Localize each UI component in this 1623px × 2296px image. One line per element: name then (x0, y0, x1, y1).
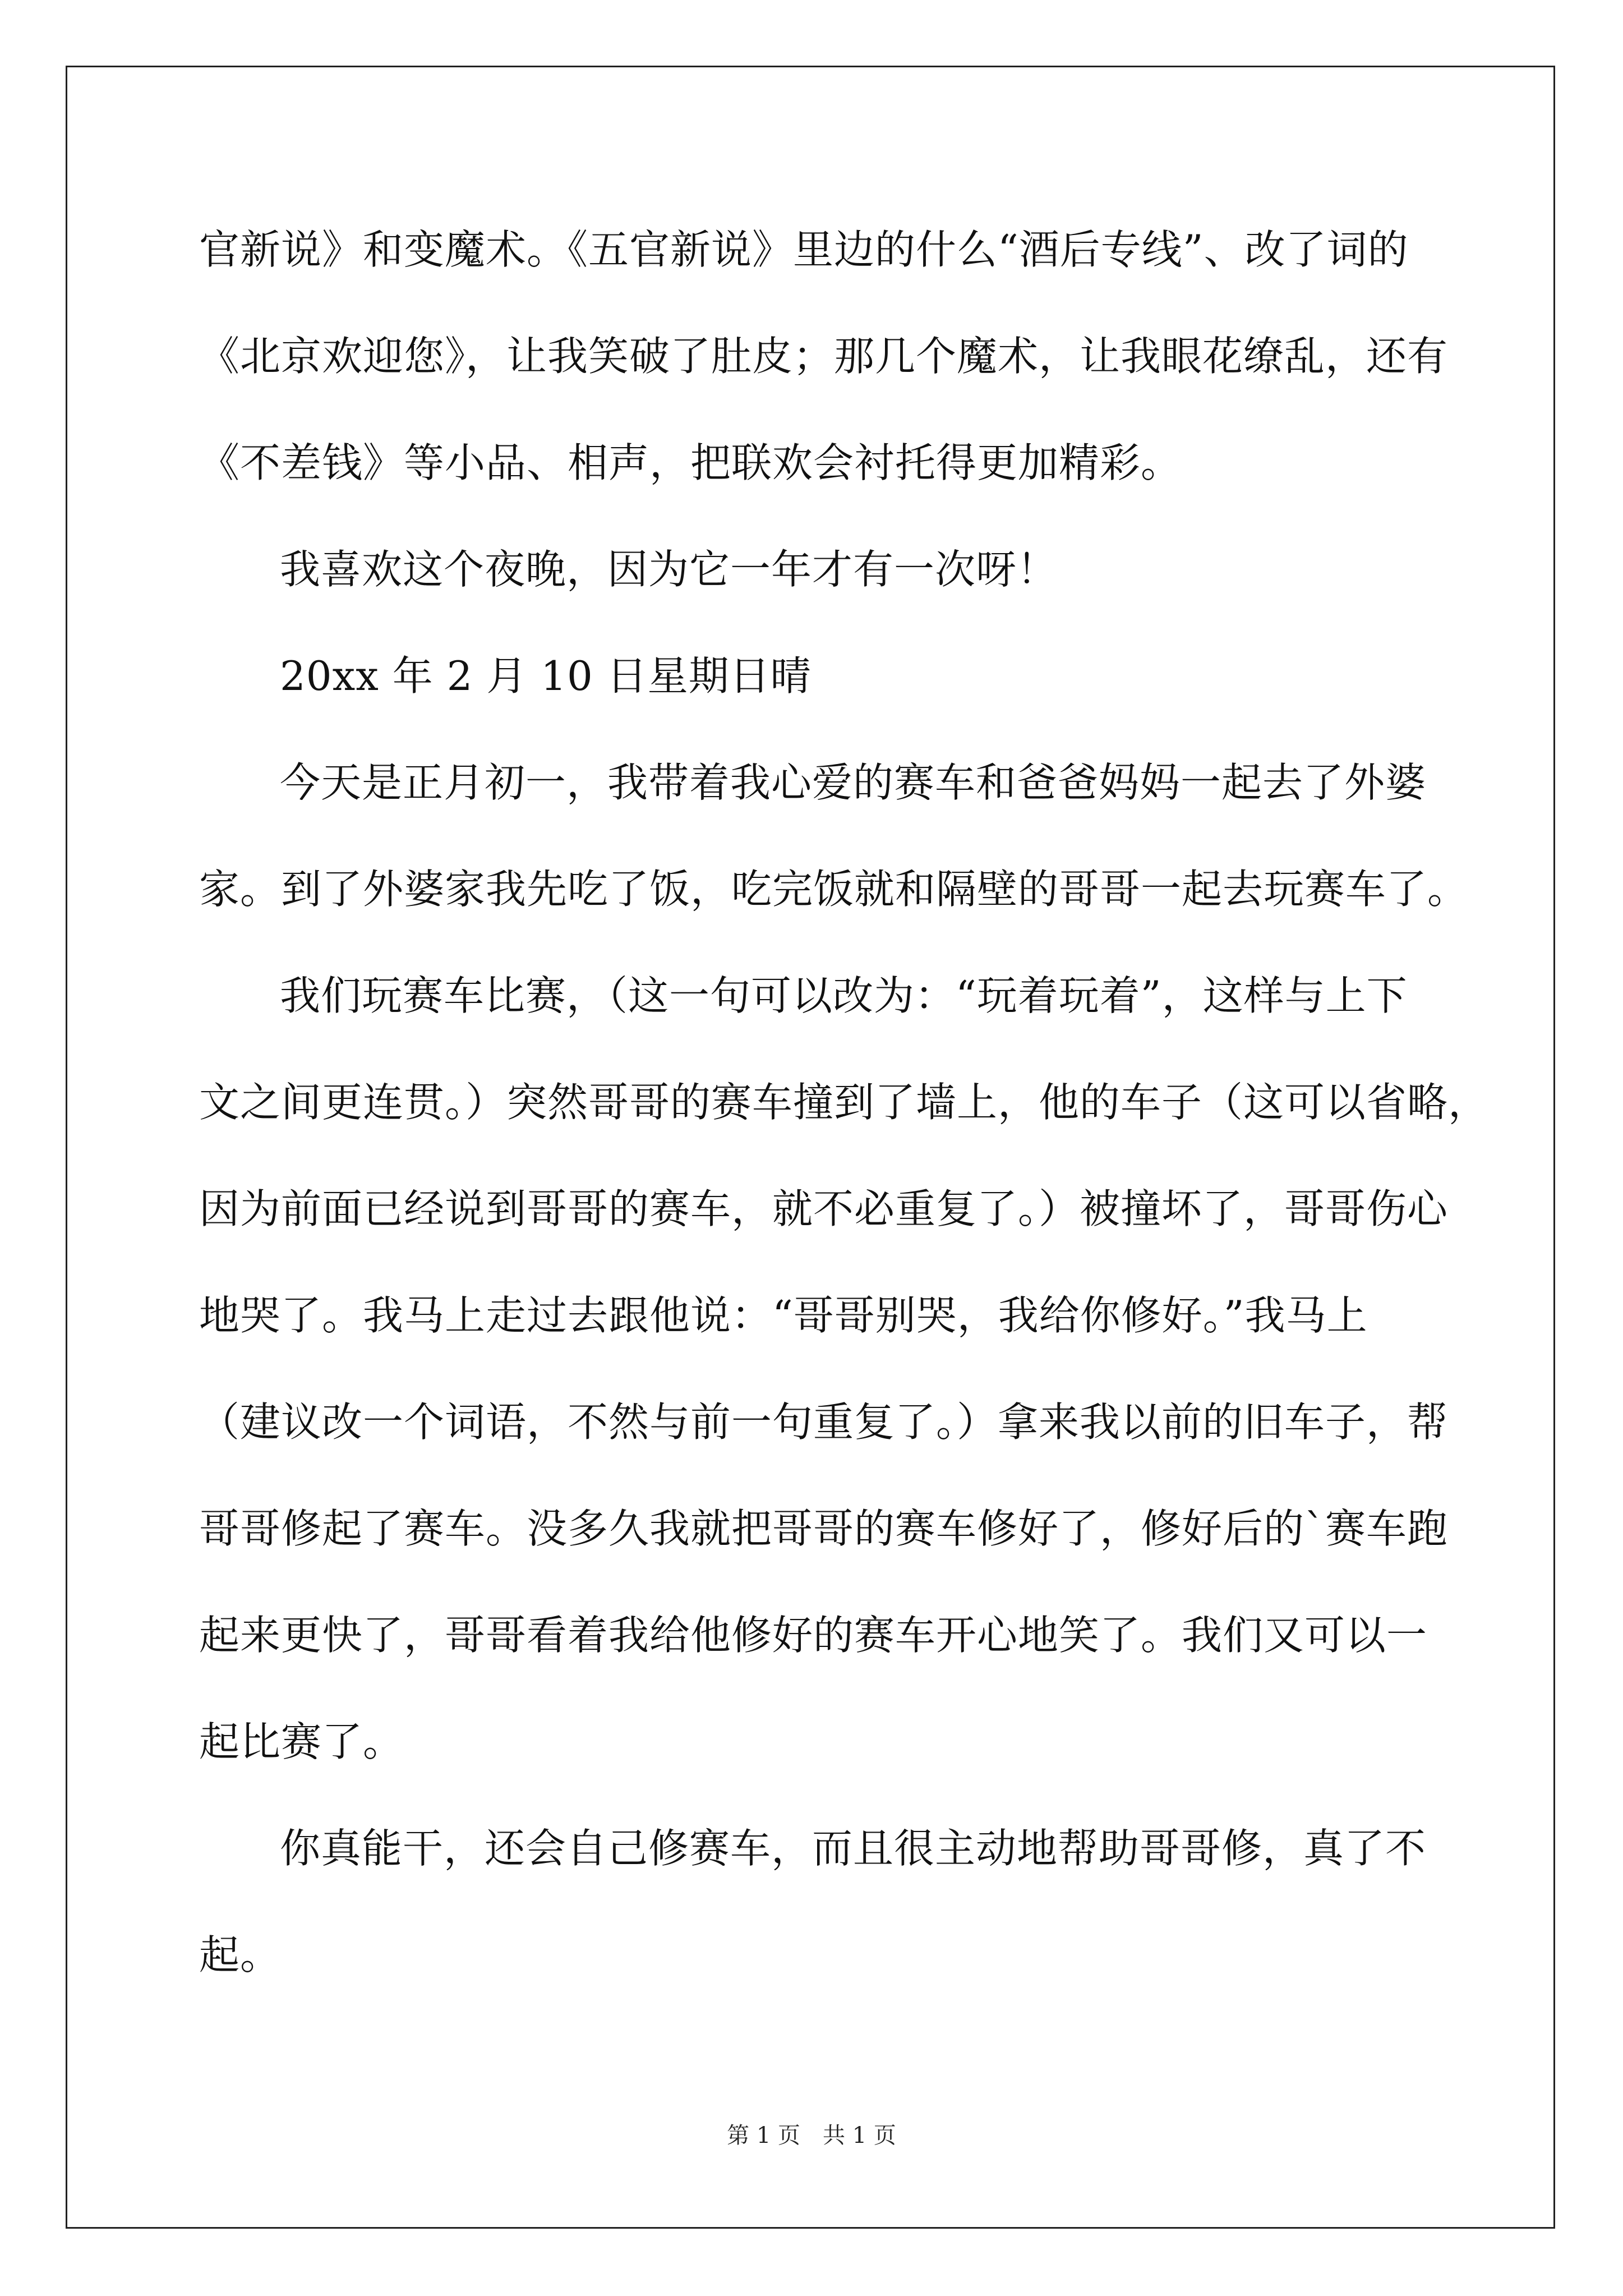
text-line: 起。 (199, 1931, 282, 1978)
text-line: 哥哥修起了赛车。没多久我就把哥哥的赛车修好了，修好后的`赛车跑 (199, 1505, 1449, 1552)
text-line: 起来更快了，哥哥看着我给他修好的赛车开心地笑了。我们又可以一 (199, 1612, 1428, 1659)
paragraph-line: 我们玩赛车比赛，（这一句可以改为：“玩着玩着”，这样与上下 (280, 972, 1408, 1019)
paragraph-line: 你真能干，还会自己修赛车，而且很主动地帮助哥哥修，真了不 (280, 1825, 1427, 1872)
text-line: 因为前面已经说到哥哥的赛车，就不必重复了。）被撞坏了，哥哥伤心 (199, 1185, 1449, 1232)
text-line: 《北京欢迎您》，让我笑破了肚皮；那几个魔术，让我眼花缭乱，还有 (199, 333, 1449, 380)
text-line: 地哭了。我马上走过去跟他说：“哥哥别哭，我给你修好。”我马上 (199, 1292, 1368, 1339)
paragraph-line: 我喜欢这个夜晚，因为它一年才有一次呀！ (280, 546, 1058, 593)
page-border (66, 66, 1555, 2229)
paragraph-line: 今天是正月初一，我带着我心爱的赛车和爸爸妈妈一起去了外婆 (280, 759, 1427, 806)
text-line: 文之间更连贯。）突然哥哥的赛车撞到了墙上，他的车子（这可以省略， (199, 1079, 1490, 1126)
text-line: 家。到了外婆家我先吃了饭，吃完饭就和隔壁的哥哥一起去玩赛车了。 (199, 866, 1469, 913)
text-line: 《不差钱》等小品、相声，把联欢会衬托得更加精彩。 (199, 439, 1182, 486)
page-number-footer: 第 1 页 共 1 页 (727, 2123, 896, 2148)
text-line: 起比赛了。 (199, 1718, 404, 1765)
text-line: 官新说》和变魔术。《五官新说》里边的什么“酒后专线”、改了词的 (199, 226, 1409, 273)
date-line: 20xx 年 2 月 10 日星期日晴 (280, 652, 811, 700)
text-line: （建议改一个词语，不然与前一句重复了。）拿来我以前的旧车子，帮 (199, 1398, 1449, 1446)
